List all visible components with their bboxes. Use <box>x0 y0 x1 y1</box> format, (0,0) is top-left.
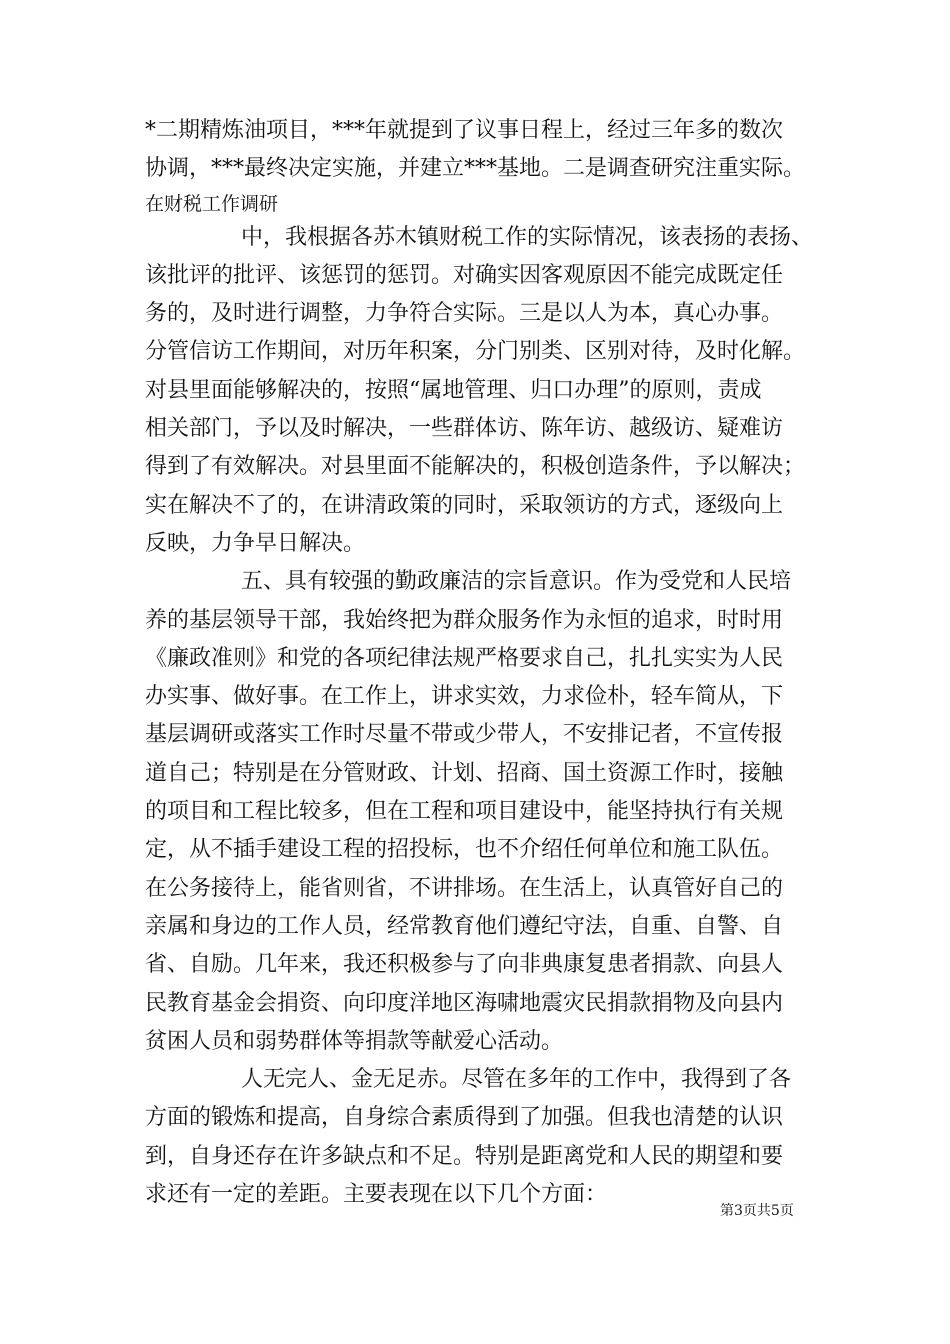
text-line: 《廉政准则》和党的各项纪律法规严格要求自己，扎扎实实为人民 <box>145 645 784 671</box>
text-line: 办实事、做好事。在工作上，讲求实效，力求俭朴，轻车简从，下 <box>145 684 784 710</box>
text-line: 道自己；特别是在分管财政、计划、招商、国土资源工作时，接触 <box>145 760 784 786</box>
text-line: 分管信访工作期间，对历年积案，分门别类、区别对待，及时化解。 <box>145 339 806 365</box>
text-line: 得到了有效解决。对县里面不能解决的，积极创造条件，予以解决； <box>145 454 806 480</box>
text-line: 的项目和工程比较多，但在工程和项目建设中，能坚持执行有关规 <box>145 799 784 825</box>
text-line: 该批评的批评、该惩罚的惩罚。对确实因客观原因不能完成既定任 <box>145 262 784 288</box>
text-line: 民教育基金会捐资、向印度洋地区海啸地震灾民捐款捐物及向县内 <box>145 990 784 1016</box>
text-line: 务的，及时进行调整，力争符合实际。三是以人为本，真心办事。 <box>145 301 784 327</box>
text-line: 中，我根据各苏木镇财税工作的实际情况，该表扬的表扬、 <box>241 224 814 250</box>
text-line: 相关部门，予以及时解决，一些群体访、陈年访、越级访、疑难访 <box>145 416 784 442</box>
text-line: 在财税工作调研 <box>145 192 279 215</box>
text-line: 定，从不插手建设工程的招投标，也不介绍任何单位和施工队伍。 <box>145 837 784 863</box>
body-text <box>145 112 815 1214</box>
text-line: 亲属和身边的工作人员，经常教育他们遵纪守法，自重、自警、自 <box>145 913 784 939</box>
text-line: 养的基层领导干部，我始终把为群众服务作为永恒的追求，时时用 <box>145 607 784 633</box>
text-line: *二期精炼油项目，***年就提到了议事日程上，经过三年多的数次 <box>145 118 784 143</box>
text-line: 反映，力争早日解决。 <box>145 530 366 556</box>
text-line: 对县里面能够解决的，按照“属地管理、归口办理”的原则，责成 <box>145 377 762 403</box>
text-line: 实在解决不了的，在讲清政策的同时，采取领访的方式，逐级向上 <box>145 492 784 518</box>
text-line: 求还有一定的差距。主要表现在以下几个方面： <box>145 1182 608 1208</box>
text-line: 协调，***最终决定实施，并建立***基地。二是调查研究注重实际。 <box>145 156 806 182</box>
page-number: 第3页共5页 <box>720 1203 794 1219</box>
text-line: 省、自励。几年来，我还积极参与了向非典康复患者捐款、向县人 <box>145 952 784 978</box>
text-line: 基层调研或落实工作时尽量不带或少带人，不安排记者，不宣传报 <box>145 722 784 748</box>
text-line: 五、具有较强的勤政廉洁的宗旨意识。作为受党和人民培 <box>241 569 792 595</box>
text-line: 在公务接待上，能省则省，不讲排场。在生活上，认真管好自己的 <box>145 875 784 901</box>
text-line: 到，自身还存在许多缺点和不足。特别是距离党和人民的期望和要 <box>145 1143 784 1169</box>
text-line: 人无完人、金无足赤。尽管在多年的工作中，我得到了各 <box>241 1067 792 1093</box>
text-line: 方面的锻炼和提高，自身综合素质得到了加强。但我也清楚的认识 <box>145 1105 784 1131</box>
text-line: 贫困人员和弱势群体等捐款等献爱心活动。 <box>145 1028 564 1054</box>
